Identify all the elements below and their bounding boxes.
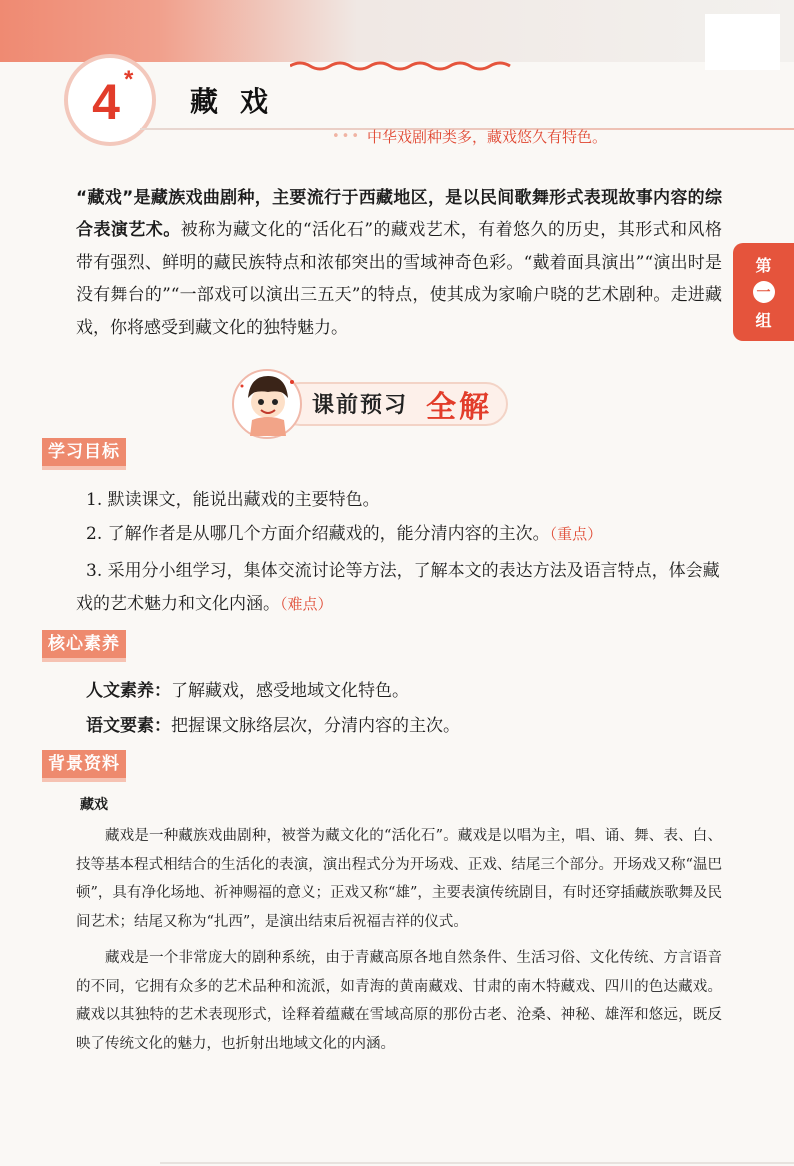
- preview-banner: [228, 364, 528, 444]
- banner-text: 课前预习: [312, 393, 409, 418]
- background-paragraph: 藏戏是一个非常庞大的剧种系统，由于青藏高原各地自然条件、生活习俗、文化传统、方言语音的不同，它拥有众多的艺术品种和流派，如青海的黄南藏戏、甘肃的南木特藏戏、四川的色达藏戏。藏戏以其独特的艺术表现形式，诠释着蕴藏在雪域高原的那份古老、沧桑、神秘、雄浑和悠远，既反映了传统文化的魅力，也折射出地域文化的内涵。: [76, 950, 722, 1052]
- blank-box: [705, 14, 780, 70]
- header-band: [0, 0, 794, 62]
- core-item: [86, 711, 460, 741]
- section-label-goals: 学习目标: [42, 438, 126, 466]
- core-key: 语文要素：: [86, 716, 171, 736]
- core-value: 把握课文脉络层次，分清内容的主次。: [171, 716, 460, 736]
- bottom-rule: [160, 1162, 794, 1164]
- background-title: 藏戏: [80, 797, 108, 813]
- tagline-dots: •••: [332, 129, 362, 144]
- goal-item: [76, 555, 726, 621]
- side-tab-bottom: 组: [755, 311, 772, 330]
- lesson-number: 4: [92, 74, 120, 130]
- side-tab-middle: 一: [753, 281, 775, 303]
- wave-decoration: [290, 60, 520, 72]
- banner-emphasis: 全解: [426, 390, 492, 425]
- section-label-core: 核心素养: [42, 630, 126, 658]
- side-tab-top: 第: [755, 256, 772, 275]
- background-paragraph: 藏戏是一种藏族戏曲剧种，被誉为藏文化的“活化石”。藏戏是以唱为主，唱、诵、舞、表、白、技等基本程式相结合的生活化的表演，演出程式分为开场戏、正戏、结尾三个部分。开场戏又称“温巴顿”，具有净化场地、祈神赐福的意义；正戏又称“雄”，主要表演传统剧目，有时还穿插藏族歌舞及民间艺术；结尾又称为“扎西”，是演出结束后祝福吉祥的仪式。: [76, 828, 722, 930]
- core-key: 人文素养：: [86, 681, 171, 701]
- goal-tag: （重点）: [549, 525, 603, 543]
- goal-item: [76, 518, 726, 551]
- intro-rest: 被称为藏文化的“活化石”的藏戏艺术，有着悠久的历史，其形式和风格带有强烈、鲜明的藏民族特点和浓郁突出的雪域神奇色彩。“戴着面具演出”“演出时是没有舞台的”“一部戏可以演出三五天”的特点，使其成为家喻户晓的艺术剧种。走进藏戏，你将感受到藏文化的独特魅力。: [76, 220, 722, 338]
- cartoon-kid-icon: [228, 364, 306, 442]
- lesson-number-badge: [64, 54, 156, 146]
- lesson-star: *: [124, 66, 134, 93]
- intro-bold-lead: “藏戏”是藏族戏曲剧种，主要流行于西藏地区，是以民间歌舞形式表现故事内容的综合表演艺术。: [76, 188, 722, 241]
- unit-side-tab: [733, 243, 794, 341]
- tagline-text: 中华戏剧种类多，藏戏悠久有特色。: [367, 128, 608, 146]
- section-label-background: 背景资料: [42, 750, 126, 778]
- core-item: [86, 676, 409, 706]
- core-value: 了解藏戏，感受地域文化特色。: [171, 681, 409, 701]
- goal-text: 3. 采用分小组学习，集体交流讨论等方法，了解本文的表达方法及语言特点，体会藏戏的艺术魅力和文化内涵。: [76, 561, 720, 614]
- goal-text: 1. 默读课文，能说出藏戏的主要特色。: [86, 490, 380, 510]
- lesson-title: 藏戏: [190, 85, 291, 118]
- goal-item: [76, 484, 726, 517]
- goal-text: 2. 了解作者是从哪几个方面介绍藏戏的，能分清内容的主次。: [86, 524, 550, 544]
- goal-tag: （难点）: [280, 595, 333, 613]
- lesson-tagline: [332, 126, 607, 147]
- intro-paragraph: [76, 182, 722, 344]
